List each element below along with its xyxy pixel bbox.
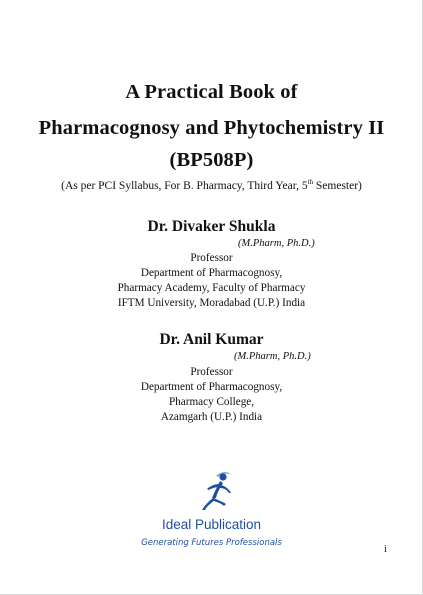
author-1-degree: (M.Pharm, Ph.D.) (238, 238, 315, 249)
author-1-designation: Professor (190, 252, 233, 264)
book-title-line-1: A Practical Book of (125, 81, 298, 103)
subtitle-main: (As per PCI Syllabus, For B. Pharmacy, Third Year, 5 (61, 180, 308, 192)
author-2-degree: (M.Pharm, Ph.D.) (234, 351, 311, 362)
author-2-name: Dr. Anil Kumar (159, 331, 264, 348)
subtitle-end: Semester) (313, 180, 362, 192)
publisher-name: Ideal Publication (161, 517, 262, 532)
author-2-institution: Pharmacy College, (168, 396, 255, 408)
author-2-location: Azamgarh (U.P.) India (160, 411, 263, 423)
author-1-name: Dr. Divaker Shukla (147, 218, 276, 235)
author-1-institution: Pharmacy Academy, Faculty of Pharmacy (117, 282, 306, 294)
author-1-department: Department of Pharmacognosy, (140, 267, 283, 279)
book-subtitle (0, 179, 423, 193)
course-code: (BP508P) (169, 149, 254, 171)
page-number: i (384, 544, 387, 555)
author-1-location: IFTM University, Moradabad (U.P.) India (117, 297, 306, 309)
author-2-department: Department of Pharmacognosy, (140, 381, 283, 393)
subtitle-superscript: th (307, 178, 314, 187)
author-2-designation: Professor (190, 366, 233, 378)
running-figure-logo-icon (196, 467, 236, 513)
book-title-line-2: Pharmacognosy and Phytochemistry II (38, 117, 385, 139)
publisher-tagline: Generating Futures Professionals (141, 538, 282, 548)
